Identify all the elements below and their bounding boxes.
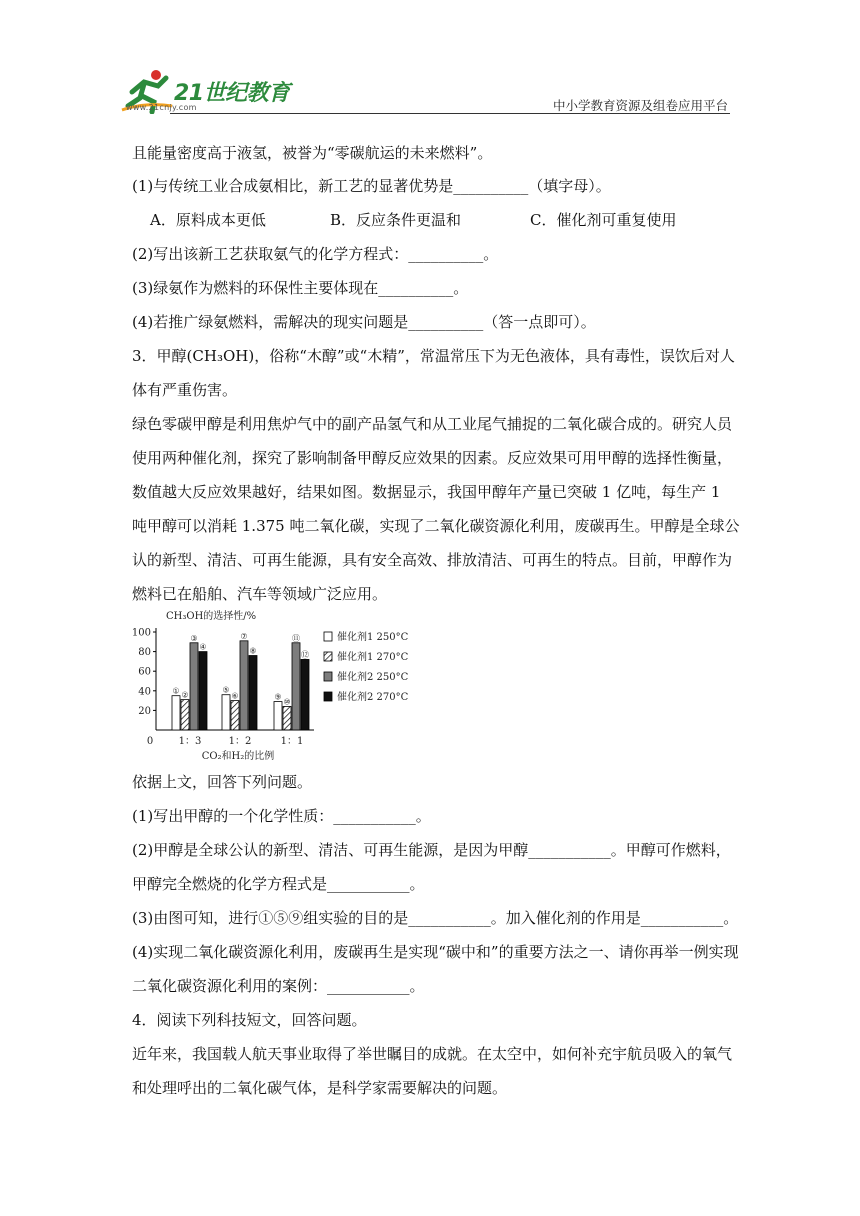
- y-tick-label: 80: [138, 647, 151, 659]
- problem-3-line: 3．甲醇(CH₃OH)，俗称“木醇”或“木精”，常温常压下为无色液体，具有毒性，误饮后对人: [132, 347, 735, 365]
- legend-swatch: [324, 672, 332, 681]
- bar: [172, 696, 180, 730]
- problem-3-line: 燃料已在船舶、汽车等领域广泛应用。: [132, 585, 388, 603]
- legend-label: 催化剂2 270°C: [337, 692, 409, 703]
- text-line: 且能量密度高于液氢，被誉为“零碳航运的未来燃料”。: [132, 144, 493, 162]
- bar: [274, 702, 282, 730]
- chart-svg: [128, 608, 428, 766]
- bar: [283, 706, 291, 730]
- platform-name: 中小学教育资源及组卷应用平台: [552, 98, 728, 113]
- y-tick-label: 100: [131, 627, 151, 639]
- bar-label: ⑧: [249, 646, 257, 656]
- x-tick-label: 1：1: [280, 736, 304, 747]
- legend-label: 催化剂2 250°C: [337, 672, 409, 683]
- bar: [231, 701, 239, 730]
- header-divider: [170, 113, 730, 114]
- methanol-selectivity-chart: [128, 608, 428, 766]
- instruction-line: 依据上文，回答下列问题。: [132, 773, 313, 791]
- sub-question-2: (2)甲醇是全球公认的新型、清洁、可再生能源，是因为甲醇___________。甲醇可作燃料，: [132, 841, 731, 859]
- problem-3-line: 吨甲醇可以消耗 1.375 吨二氧化碳，实现了二氧化碳资源化利用，废碳再生。甲醇是全球公: [132, 517, 740, 535]
- problem-3-line: 绿色零碳甲醇是利用焦炉气中的副产品氢气和从工业尾气捕捉的二氧化碳合成的。研究人员: [132, 415, 733, 433]
- sub-question-1: (1)写出甲醇的一个化学性质：___________。: [132, 807, 431, 825]
- bar: [301, 659, 309, 730]
- x-axis-label: CO₂和H₂的比例: [201, 751, 275, 762]
- bar-label: ⑨: [274, 692, 282, 702]
- bar-label: ②: [181, 690, 189, 700]
- y-tick-label: 20: [138, 705, 151, 717]
- bar: [292, 643, 300, 730]
- bar-label: ⑥: [231, 691, 239, 701]
- x-tick-label: 1：3: [178, 736, 202, 747]
- bar: [222, 695, 230, 730]
- bar-label: ⑦: [240, 631, 248, 641]
- problem-4-line: 近年来，我国载人航天事业取得了举世瞩目的成就。在太空中，如何补充宇航员吸入的氧气: [132, 1045, 733, 1063]
- problem-3-line: 体有严重伤害。: [132, 381, 238, 399]
- logo-text: 21世纪教育: [174, 81, 290, 106]
- option-b: B．反应条件更温和: [330, 211, 462, 229]
- bar-label: ①: [172, 686, 180, 696]
- problem-3-line: 使用两种催化剂，探究了影响制备甲醇反应效果的因素。反应效果可用甲醇的选择性衡量，: [132, 449, 733, 467]
- problem-3-line: 数值越大反应效果越好，结果如图。数据显示，我国甲醇年产量已突破 1 亿吨，每生产 1: [132, 483, 721, 501]
- problem-4-title: 4．阅读下列科技短文，回答问题。: [132, 1011, 367, 1029]
- bar: [199, 652, 207, 730]
- legend-label: 催化剂1 270°C: [337, 652, 409, 663]
- sub-question-2-cont: 甲醇完全燃烧的化学方程式是___________。: [132, 875, 425, 893]
- question-4: (4)若推广绿氨燃料，需解决的现实问题是__________（答一点即可）。: [132, 313, 596, 331]
- question-2: (2)写出该新工艺获取氨气的化学方程式：__________。: [132, 245, 499, 263]
- bar-label: ⑪: [292, 633, 300, 643]
- legend-swatch: [324, 652, 332, 661]
- option-a: A．原料成本更低: [150, 211, 266, 229]
- bar: [240, 641, 248, 730]
- bar: [181, 700, 189, 730]
- logo-url: www.21cnjy.com: [126, 103, 197, 112]
- origin-label: 0: [146, 736, 154, 747]
- legend-label: 催化剂1 250°C: [337, 632, 409, 643]
- site-logo[interactable]: [118, 66, 298, 116]
- bar: [249, 656, 257, 730]
- y-tick-label: 40: [138, 686, 151, 698]
- problem-4-line: 和处理呼出的二氧化碳气体，是科学家需要解决的问题。: [132, 1079, 508, 1097]
- legend-swatch: [324, 692, 332, 701]
- chart-title: CH₃OH的选择性/%: [166, 611, 257, 622]
- question-1: (1)与传统工业合成氨相比，新工艺的显著优势是__________（填字母）。: [132, 177, 611, 195]
- problem-3-line: 认的新型、清洁、可再生能源，具有安全高效、排放清洁、可再生的特点。目前，甲醇作为: [132, 551, 733, 569]
- bar-label: ⑫: [301, 650, 309, 660]
- sub-question-3: (3)由图可知，进行①⑤⑨组实验的目的是___________。加入催化剂的作用是___________。: [132, 909, 739, 927]
- question-3: (3)绿氨作为燃料的环保性主要体现在__________。: [132, 279, 469, 297]
- page-header: [118, 66, 730, 116]
- legend-swatch: [324, 632, 332, 641]
- sub-question-4-cont: 二氧化碳资源化利用的案例：___________。: [132, 977, 425, 995]
- bar-label: ③: [190, 633, 198, 643]
- bar-label: ④: [199, 642, 207, 652]
- bar: [190, 643, 198, 730]
- bar-label: ⑩: [283, 697, 291, 707]
- bar-label: ⑤: [222, 685, 230, 695]
- sub-question-4: (4)实现二氧化碳资源化利用，废碳再生是实现“碳中和”的重要方法之一、请你再举一例实现: [132, 943, 739, 961]
- x-tick-label: 1：2: [228, 736, 252, 747]
- y-tick-label: 60: [138, 666, 151, 678]
- option-c: C．催化剂可重复使用: [530, 211, 677, 229]
